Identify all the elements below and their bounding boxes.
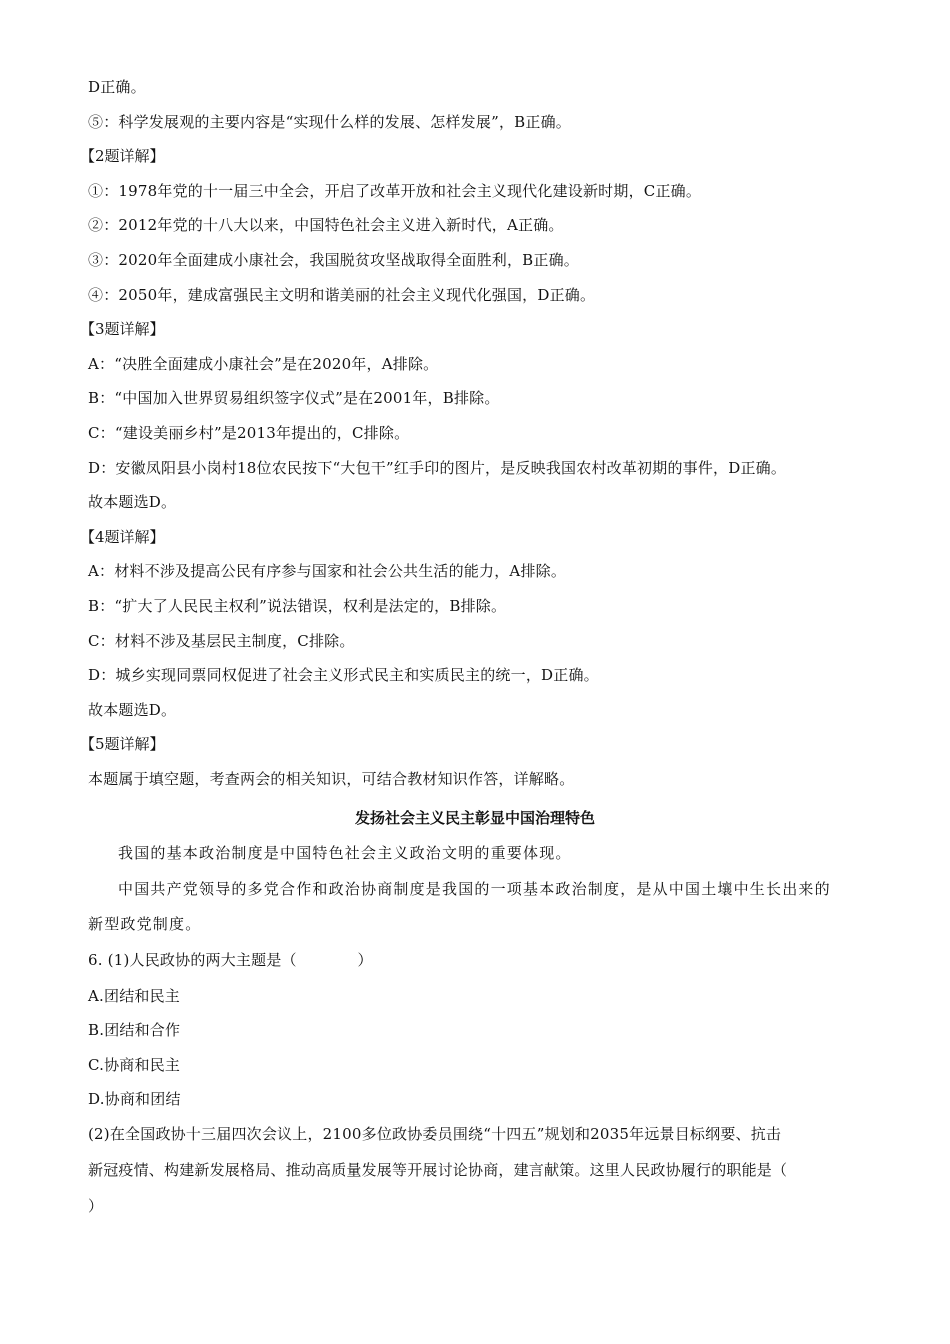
answer-line: D正确。 <box>88 78 146 96</box>
answer-line: ④：2050年，建成富强民主文明和谐美丽的社会主义现代化强国，D正确。 <box>88 286 596 304</box>
answer-line: ②：2012年党的十八大以来，中国特色社会主义进入新时代，A正确。 <box>88 216 564 234</box>
material-paragraph: 我国的基本政治制度是中国特色社会主义政治文明的重要体现。 <box>118 844 572 862</box>
answer-line: ⑤：科学发展观的主要内容是“实现什么样的发展、怎样发展”，B正确。 <box>88 113 571 131</box>
material-paragraph: 中国共产党领导的多党合作和政治协商制度是我国的一项基本政治制度，是从中国土壤中生长出来的 <box>118 880 831 898</box>
answer-line: ①：1978年党的十一届三中全会，开启了改革开放和社会主义现代化建设新时期，C正确。 <box>88 182 702 200</box>
answer-line: D：安徽凤阳县小岗村18位农民按下“大包干”红手印的图片，是反映我国农村改革初期的事件，D正确。 <box>88 459 787 477</box>
option-d: D.协商和团结 <box>88 1090 181 1108</box>
section-heading-q3: 【3题详解】 <box>80 320 165 338</box>
answer-line: D：城乡实现同票同权促进了社会主义形式民主和实质民主的统一，D正确。 <box>88 666 599 684</box>
section-heading-q2: 【2题详解】 <box>80 147 165 165</box>
question-stem: 6. (1)人民政协的两大主题是（ ） <box>88 951 373 969</box>
option-a: A.团结和民主 <box>88 987 181 1005</box>
answer-line: 故本题选D。 <box>88 493 177 511</box>
answer-line: A：材料不涉及提高公民有序参与国家和社会公共生活的能力，A排除。 <box>88 562 567 580</box>
answer-line: 故本题选D。 <box>88 701 177 719</box>
answer-line: B：“中国加入世界贸易组织签字仪式”是在2001年，B排除。 <box>88 389 500 407</box>
answer-line: C：材料不涉及基层民主制度，C排除。 <box>88 632 355 650</box>
question-stem: 新冠疫情、构建新发展格局、推动高质量发展等开展讨论协商，建言献策。这里人民政协履行的职能是（ <box>88 1161 788 1179</box>
question-stem: ） <box>88 1197 104 1215</box>
answer-line: C：“建设美丽乡村”是2013年提出的，C排除。 <box>88 424 410 442</box>
option-c: C.协商和民主 <box>88 1056 181 1074</box>
answer-line: B：“扩大了人民民主权利”说法错误，权利是法定的，B排除。 <box>88 597 507 615</box>
section-title: 发扬社会主义民主彰显中国治理特色 <box>354 809 595 827</box>
answer-line: ③：2020年全面建成小康社会，我国脱贫攻坚战取得全面胜利，B正确。 <box>88 251 579 269</box>
answer-line: 本题属于填空题，考查两会的相关知识，可结合教材知识作答，详解略。 <box>88 770 575 788</box>
section-heading-q5: 【5题详解】 <box>80 735 165 753</box>
question-stem: (2)在全国政协十三届四次会议上，2100多位政协委员围绕“十四五”规划和2035年远景目标纲要、抗击 <box>88 1125 782 1143</box>
answer-line: A：“决胜全面建成小康社会”是在2020年，A排除。 <box>88 355 439 373</box>
option-b: B.团结和合作 <box>88 1021 181 1039</box>
material-paragraph: 新型政党制度。 <box>88 915 202 933</box>
section-heading-q4: 【4题详解】 <box>80 528 165 546</box>
